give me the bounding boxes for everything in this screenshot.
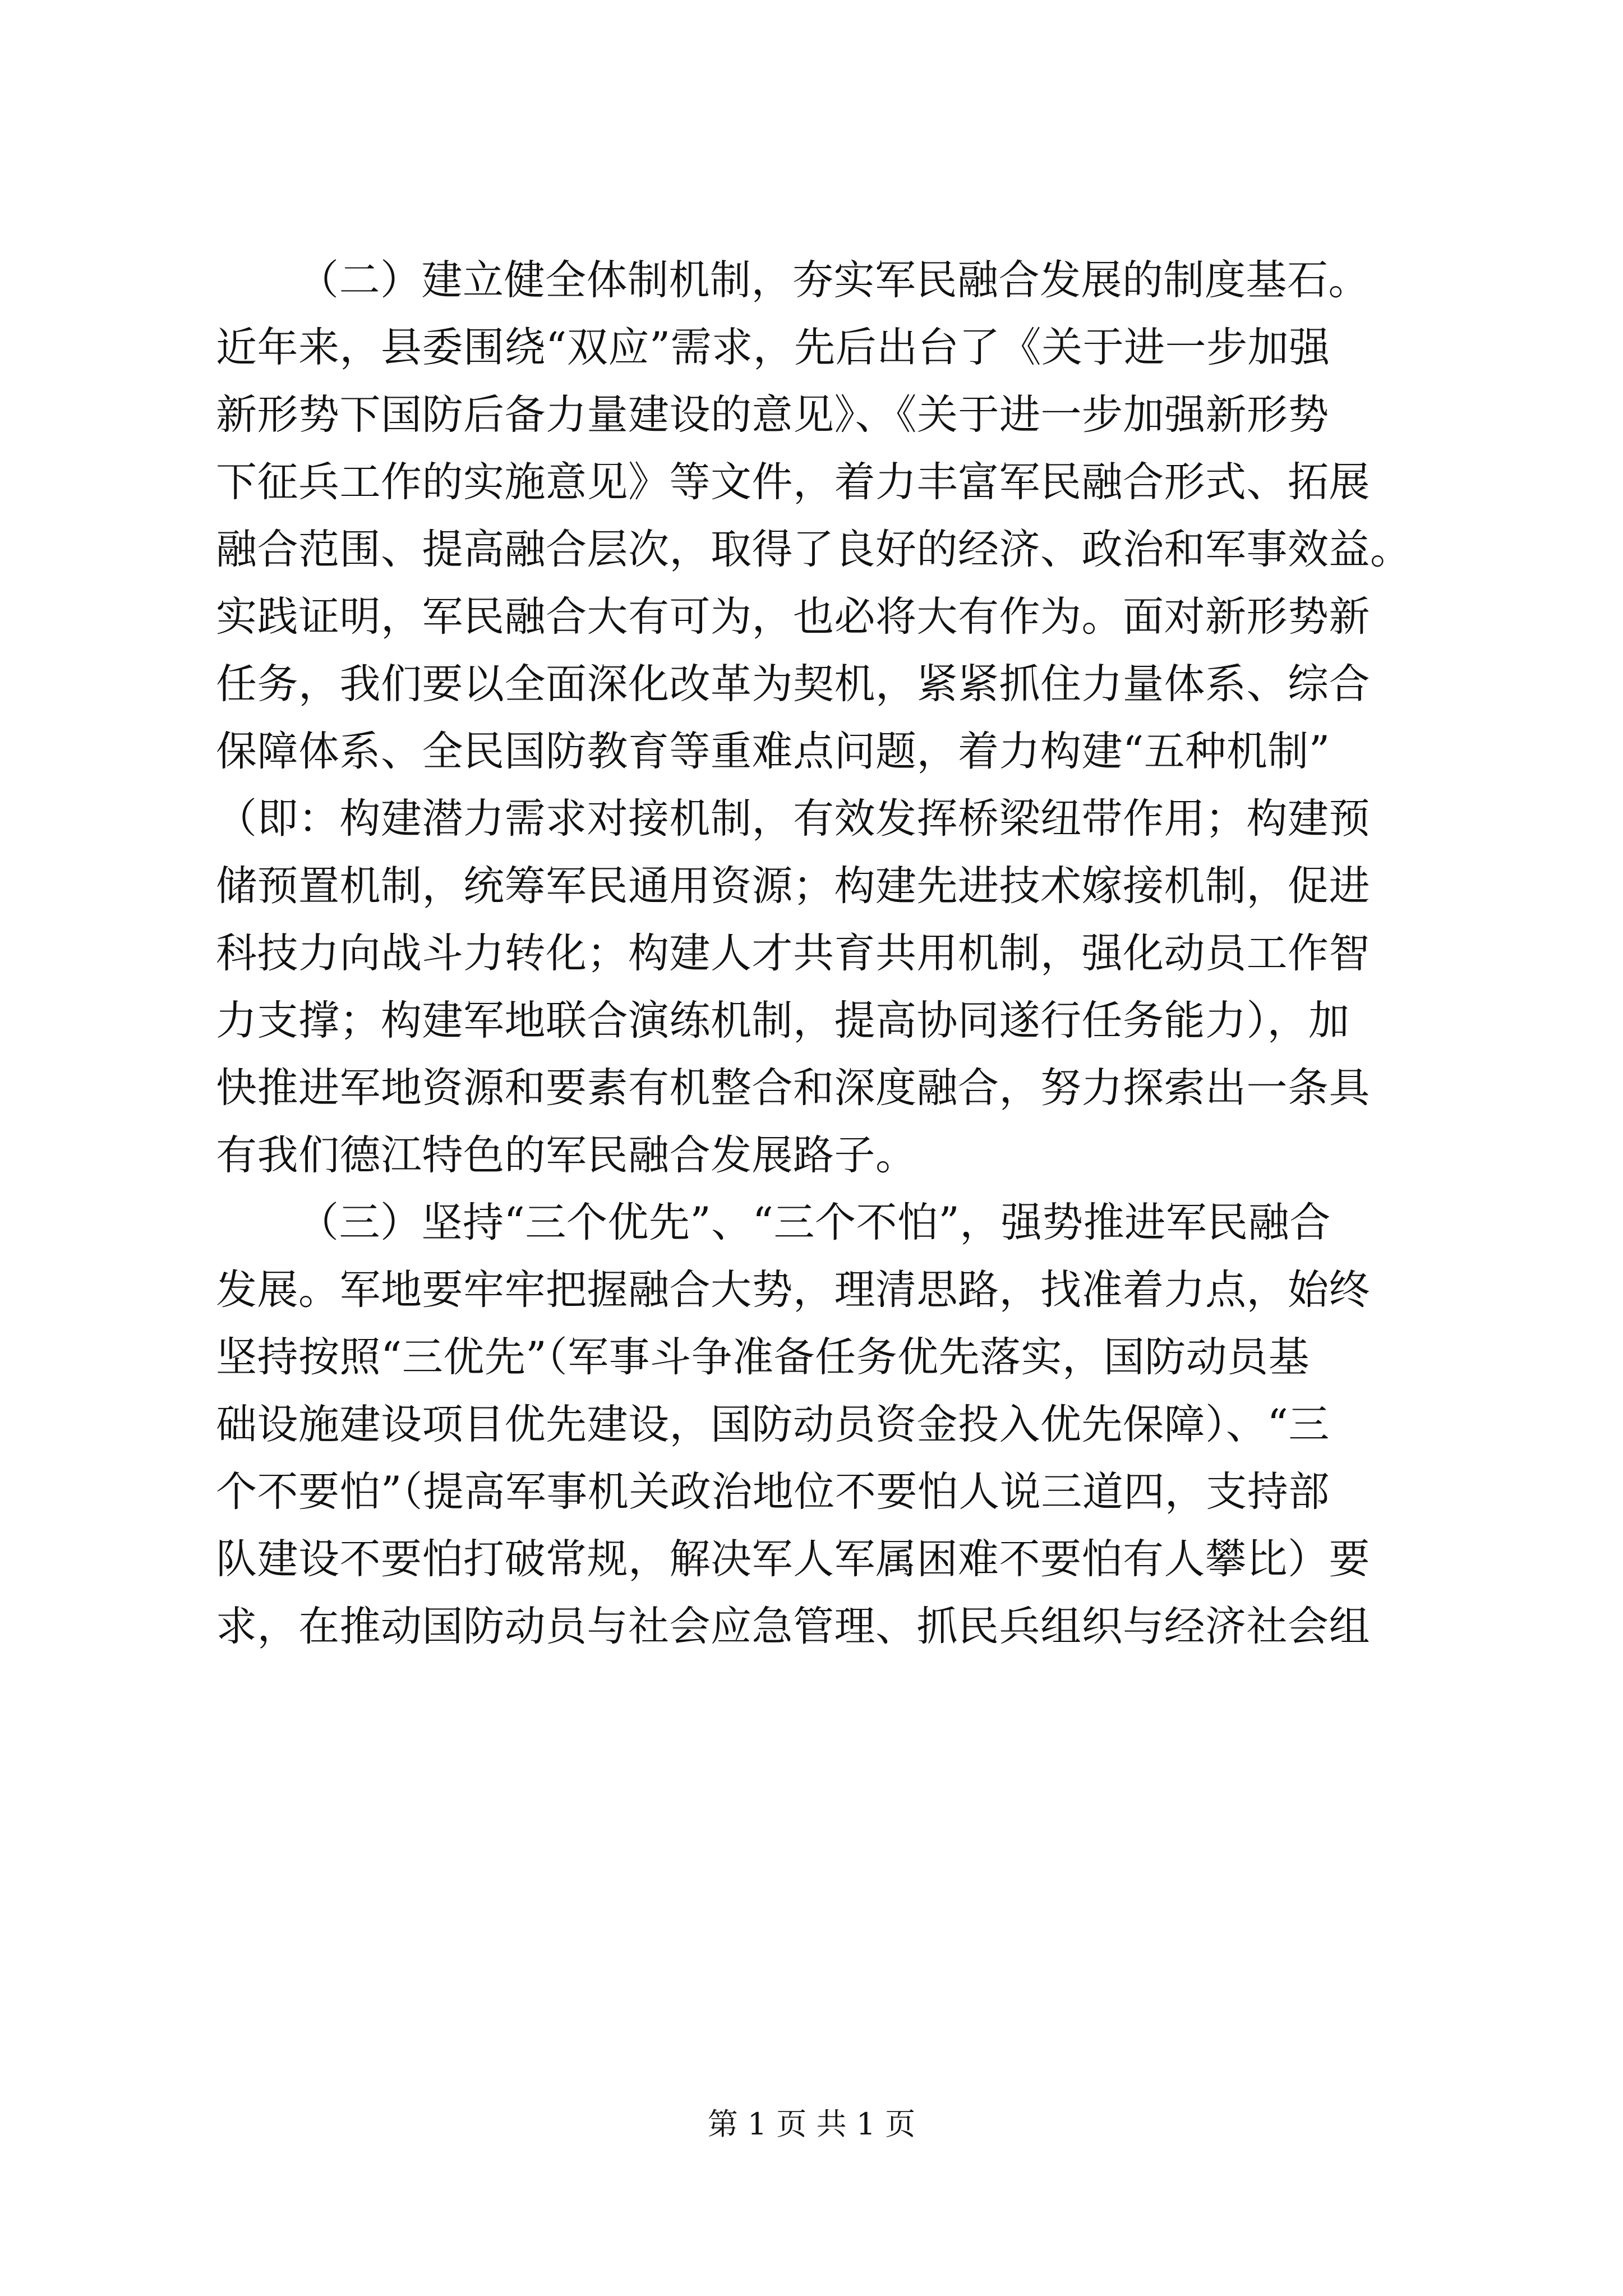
paragraph-line: （二）建立健全体制机制，夯实军民融合发展的制度基石。 bbox=[298, 256, 1370, 304]
paragraph-line: 坚持按照“三优先”（军事斗争准备任务优先落实，国防动员基 bbox=[216, 1333, 1310, 1381]
paragraph-line: 快推进军地资源和要素有机整合和深度融合，努力探索出一条具 bbox=[216, 1064, 1370, 1112]
paragraph-line: 求，在推动国防动员与社会应急管理、抓民兵组织与经济社会组 bbox=[216, 1603, 1370, 1650]
page-footer bbox=[0, 2106, 1623, 2142]
page-number-label: 第 1 页 共 1 页 bbox=[707, 2106, 916, 2142]
paragraph-line: 储预置机制，统筹军民通用资源；构建先进技术嫁接机制，促进 bbox=[216, 862, 1370, 910]
paragraph-line: 科技力向战斗力转化；构建人才共育共用机制，强化动员工作智 bbox=[216, 930, 1370, 977]
paragraph-line: 融合范围、提高融合层次，取得了良好的经济、政治和军事效益。 bbox=[216, 526, 1412, 573]
paragraph-line: 队建设不要怕打破常规，解决军人军属困难不要怕有人攀比）要 bbox=[216, 1535, 1370, 1583]
paragraph-line: 下征兵工作的实施意见》等文件，着力丰富军民融合形式、拓展 bbox=[216, 458, 1370, 506]
paragraph-line: 新形势下国防后备力量建设的意见》、《关于进一步加强新形势 bbox=[216, 391, 1329, 439]
paragraph-line: 个不要怕”（提高军事机关政治地位不要怕人说三道四，支持部 bbox=[216, 1468, 1330, 1516]
paragraph-line: （即：构建潜力需求对接机制，有效发挥桥梁纽带作用；构建预 bbox=[216, 795, 1370, 843]
paragraph-line: 近年来，县委围绕“双应”需求，先后出台了《关于进一步加强 bbox=[216, 324, 1330, 371]
paragraph-line: 实践证明，军民融合大有可为，也必将大有作为。面对新形势新 bbox=[216, 593, 1370, 641]
paragraph-line: 础设施建设项目优先建设，国防动员资金投入优先保障）、“三 bbox=[216, 1401, 1330, 1448]
paragraph-line: 力支撑；构建军地联合演练机制，提高协同遂行任务能力），加 bbox=[216, 997, 1350, 1045]
paragraph-line: （三）坚持“三个优先”、“三个不怕”，强势推进军民融合 bbox=[298, 1199, 1331, 1246]
paragraph-line: 发展。军地要牢牢把握融合大势，理清思路，找准着力点，始终 bbox=[216, 1266, 1370, 1314]
paragraph-line: 保障体系、全民国防教育等重难点问题，着力构建“五种机制” bbox=[216, 728, 1330, 775]
paragraph-line: 任务，我们要以全面深化改革为契机，紧紧抓住力量体系、综合 bbox=[216, 660, 1370, 708]
paragraph-line: 有我们德江特色的军民融合发展路子。 bbox=[216, 1131, 917, 1179]
document-body bbox=[216, 247, 1416, 1660]
